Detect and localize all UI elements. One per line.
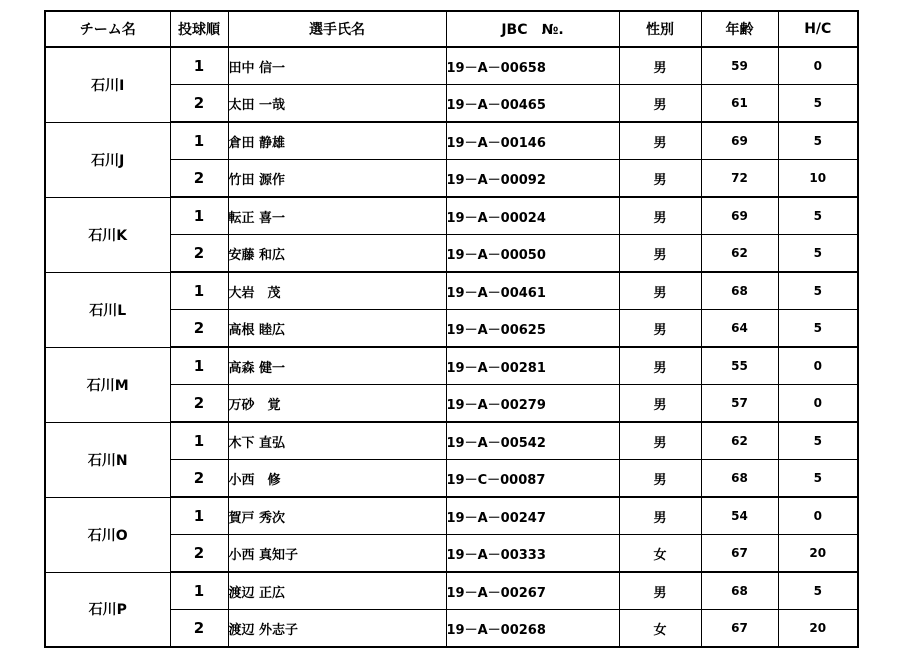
handicap-cell: 5	[778, 572, 858, 610]
header-order: 投球順	[170, 11, 228, 47]
handicap-cell: 5	[778, 310, 858, 348]
age-cell: 68	[701, 460, 778, 498]
order-cell: 2	[170, 460, 228, 498]
player-name-cell: 渡辺 正広	[228, 572, 446, 610]
order-cell: 2	[170, 610, 228, 648]
order-cell: 1	[170, 422, 228, 460]
player-name-cell: 賀戸 秀次	[228, 497, 446, 535]
team-name-cell: 石川K	[45, 197, 170, 272]
order-cell: 1	[170, 497, 228, 535]
sex-cell: 男	[619, 385, 701, 423]
player-name-cell: 小西 真知子	[228, 535, 446, 573]
handicap-cell: 20	[778, 535, 858, 573]
age-cell: 69	[701, 122, 778, 160]
handicap-cell: 5	[778, 422, 858, 460]
sex-cell: 男	[619, 497, 701, 535]
header-row	[45, 11, 858, 47]
header-name: 選手氏名	[228, 11, 446, 47]
age-cell: 57	[701, 385, 778, 423]
order-cell: 1	[170, 47, 228, 85]
age-cell: 55	[701, 347, 778, 385]
order-cell: 2	[170, 235, 228, 273]
handicap-cell: 5	[778, 272, 858, 310]
player-name-cell: 安藤 和広	[228, 235, 446, 273]
player-name-cell: 木下 直弘	[228, 422, 446, 460]
header-jbc: JBC №.	[446, 11, 619, 47]
jbc-number-cell: 19－A－00268	[446, 610, 619, 648]
handicap-cell: 0	[778, 347, 858, 385]
header-hc: H/C	[778, 11, 858, 47]
order-cell: 1	[170, 347, 228, 385]
handicap-cell: 5	[778, 460, 858, 498]
player-name-cell: 渡辺 外志子	[228, 610, 446, 648]
table-row	[45, 497, 858, 535]
header-age: 年齢	[701, 11, 778, 47]
handicap-cell: 0	[778, 385, 858, 423]
handicap-cell: 10	[778, 160, 858, 198]
header-sex: 性別	[619, 11, 701, 47]
sex-cell: 男	[619, 422, 701, 460]
sex-cell: 男	[619, 160, 701, 198]
age-cell: 61	[701, 85, 778, 123]
handicap-cell: 20	[778, 610, 858, 648]
sex-cell: 男	[619, 197, 701, 235]
age-cell: 67	[701, 535, 778, 573]
age-cell: 62	[701, 235, 778, 273]
sex-cell: 女	[619, 610, 701, 648]
table-row	[45, 122, 858, 160]
handicap-cell: 5	[778, 85, 858, 123]
jbc-number-cell: 19－A－00658	[446, 47, 619, 85]
sex-cell: 男	[619, 347, 701, 385]
player-name-cell: 竹田 源作	[228, 160, 446, 198]
table-row	[45, 47, 858, 85]
order-cell: 2	[170, 310, 228, 348]
table-row	[45, 197, 858, 235]
handicap-cell: 0	[778, 497, 858, 535]
jbc-number-cell: 19－A－00465	[446, 85, 619, 123]
team-roster-table	[44, 10, 859, 648]
jbc-number-cell: 19－A－00050	[446, 235, 619, 273]
jbc-number-cell: 19－A－00267	[446, 572, 619, 610]
player-name-cell: 高森 健一	[228, 347, 446, 385]
player-name-cell: 大岩 茂	[228, 272, 446, 310]
order-cell: 2	[170, 385, 228, 423]
jbc-number-cell: 19－A－00247	[446, 497, 619, 535]
order-cell: 1	[170, 572, 228, 610]
table-row	[45, 347, 858, 385]
header-team: チーム名	[45, 11, 170, 47]
jbc-number-cell: 19－A－00146	[446, 122, 619, 160]
table-row	[45, 572, 858, 610]
age-cell: 54	[701, 497, 778, 535]
team-name-cell: 石川P	[45, 572, 170, 647]
order-cell: 1	[170, 272, 228, 310]
player-name-cell: 太田 一哉	[228, 85, 446, 123]
sex-cell: 男	[619, 310, 701, 348]
player-name-cell: 転正 喜一	[228, 197, 446, 235]
team-name-cell: 石川J	[45, 122, 170, 197]
jbc-number-cell: 19－A－00281	[446, 347, 619, 385]
jbc-number-cell: 19－A－00333	[446, 535, 619, 573]
player-name-cell: 万砂 覚	[228, 385, 446, 423]
age-cell: 69	[701, 197, 778, 235]
age-cell: 67	[701, 610, 778, 648]
player-name-cell: 小西 修	[228, 460, 446, 498]
player-name-cell: 高根 睦広	[228, 310, 446, 348]
handicap-cell: 5	[778, 235, 858, 273]
age-cell: 64	[701, 310, 778, 348]
jbc-number-cell: 19－A－00461	[446, 272, 619, 310]
handicap-cell: 5	[778, 197, 858, 235]
player-name-cell: 倉田 静雄	[228, 122, 446, 160]
table-row	[45, 272, 858, 310]
handicap-cell: 0	[778, 47, 858, 85]
team-name-cell: 石川M	[45, 347, 170, 422]
jbc-number-cell: 19－A－00024	[446, 197, 619, 235]
age-cell: 59	[701, 47, 778, 85]
table-row	[45, 422, 858, 460]
order-cell: 1	[170, 197, 228, 235]
order-cell: 1	[170, 122, 228, 160]
team-name-cell: 石川L	[45, 272, 170, 347]
jbc-number-cell: 19－A－00279	[446, 385, 619, 423]
age-cell: 68	[701, 272, 778, 310]
team-name-cell: 石川I	[45, 47, 170, 122]
jbc-number-cell: 19－A－00542	[446, 422, 619, 460]
sex-cell: 男	[619, 572, 701, 610]
handicap-cell: 5	[778, 122, 858, 160]
order-cell: 2	[170, 535, 228, 573]
sex-cell: 女	[619, 535, 701, 573]
sex-cell: 男	[619, 122, 701, 160]
sex-cell: 男	[619, 272, 701, 310]
jbc-number-cell: 19－A－00092	[446, 160, 619, 198]
age-cell: 72	[701, 160, 778, 198]
jbc-number-cell: 19－C－00087	[446, 460, 619, 498]
sex-cell: 男	[619, 460, 701, 498]
team-name-cell: 石川N	[45, 422, 170, 497]
age-cell: 68	[701, 572, 778, 610]
sex-cell: 男	[619, 85, 701, 123]
roster-body	[45, 47, 858, 647]
age-cell: 62	[701, 422, 778, 460]
team-name-cell: 石川O	[45, 497, 170, 572]
order-cell: 2	[170, 85, 228, 123]
jbc-number-cell: 19－A－00625	[446, 310, 619, 348]
order-cell: 2	[170, 160, 228, 198]
player-name-cell: 田中 信一	[228, 47, 446, 85]
sex-cell: 男	[619, 47, 701, 85]
sex-cell: 男	[619, 235, 701, 273]
